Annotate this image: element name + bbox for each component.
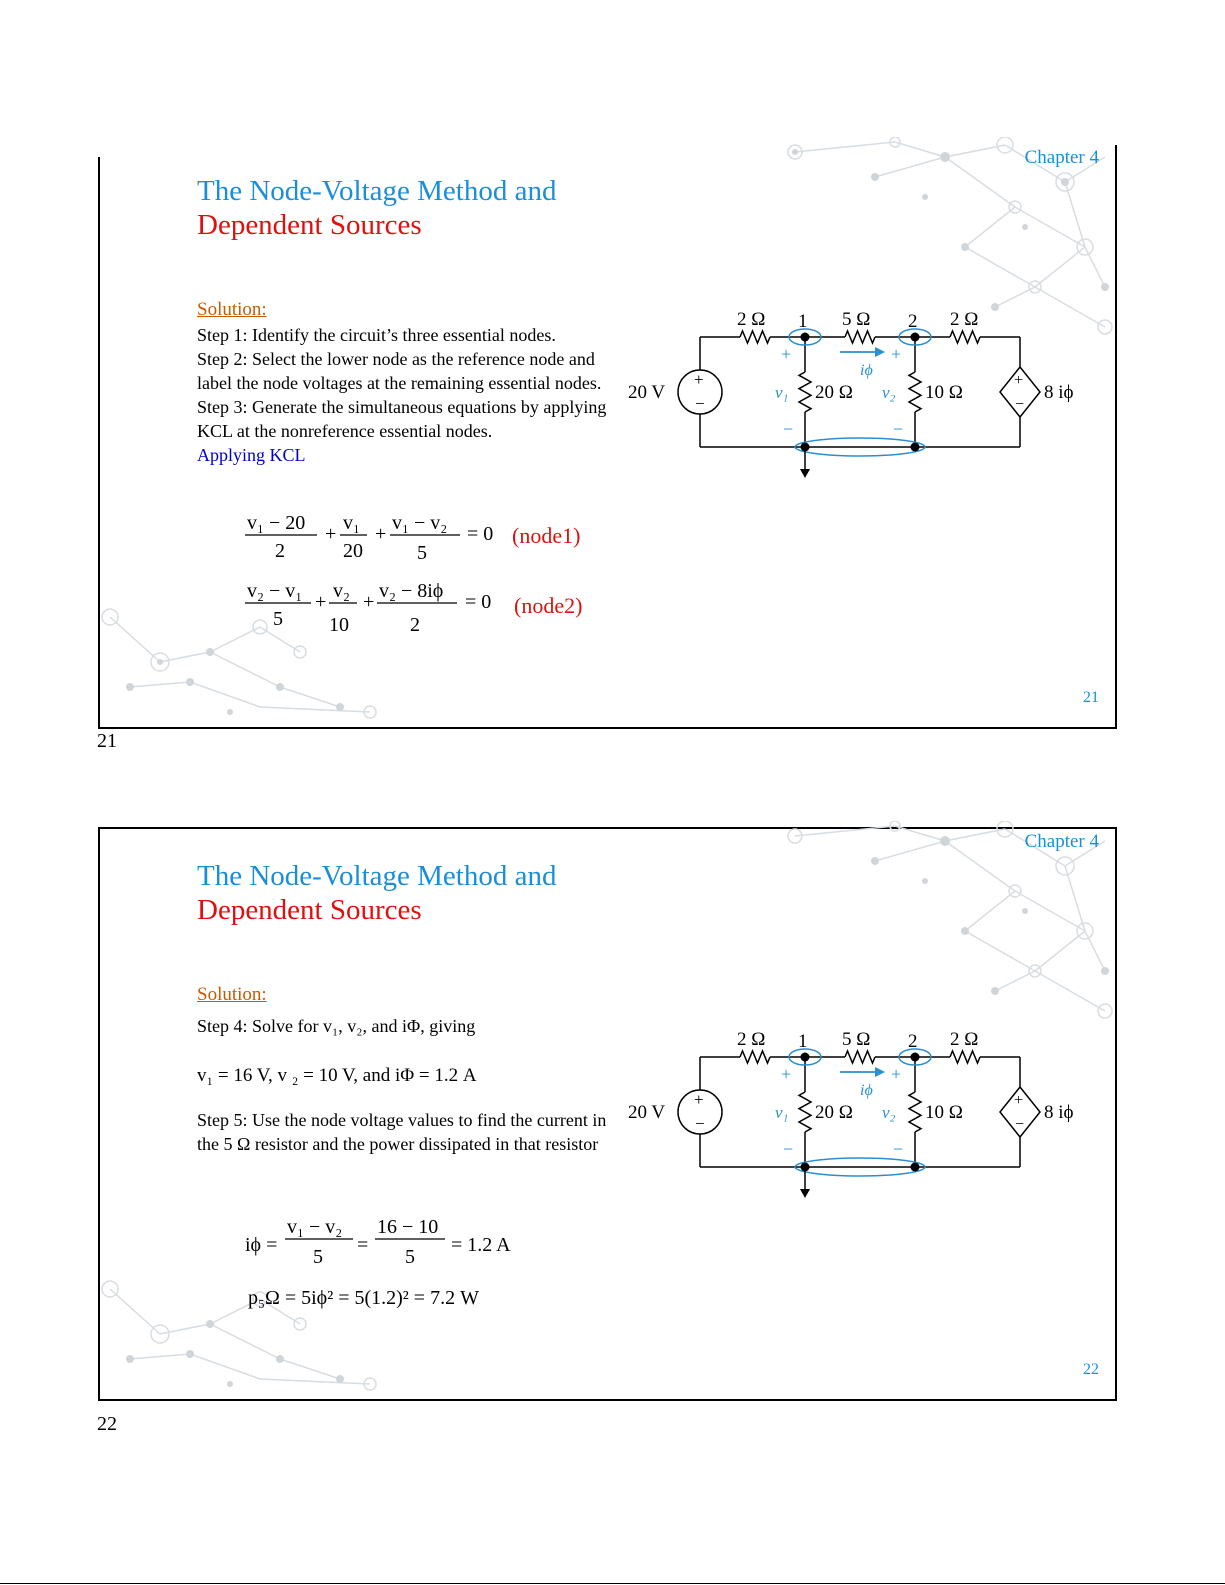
current-frac1-den: 5: [313, 1246, 323, 1268]
svg-text:10 Ω: 10 Ω: [925, 382, 963, 403]
node1-frac2-den: 20: [343, 540, 363, 562]
step-3: Step 3: Generate the simultaneous equations by applying KCL at the nonreference essential nodes.: [197, 397, 607, 441]
svg-text:2 Ω: 2 Ω: [950, 309, 979, 330]
svg-text:1: 1: [798, 311, 808, 332]
node2-frac2-num: v₂: [333, 580, 350, 602]
svg-text:−: −: [695, 1114, 705, 1133]
slide-page-number: 22: [1083, 1361, 1099, 1378]
svg-text:20 Ω: 20 Ω: [815, 382, 853, 403]
svg-text:+: +: [325, 523, 337, 545]
svg-text:20 V: 20 V: [628, 382, 666, 403]
svg-text:1: 1: [798, 1031, 808, 1052]
solution-label: Solution:: [197, 984, 267, 1005]
node1-frac2-num: v₁: [343, 512, 360, 534]
step-1: Step 1: Identify the circuit’s three essential nodes.: [197, 325, 556, 345]
svg-text:+: +: [375, 523, 387, 545]
applying-kcl-label: Applying KCL: [197, 445, 306, 465]
title-line-2: Dependent Sources: [197, 894, 422, 926]
current-frac2-num: 16 − 10: [377, 1216, 439, 1238]
slide-title: [197, 859, 556, 927]
svg-text:5 Ω: 5 Ω: [842, 309, 871, 330]
svg-text:2 Ω: 2 Ω: [737, 1029, 766, 1050]
svg-text:+: +: [1014, 1092, 1024, 1109]
node2-frac3-num: v₂ − 8iϕ: [379, 580, 444, 602]
sheet-number-22: 22: [97, 1413, 117, 1435]
node2-label: (node2): [514, 593, 583, 618]
node2-frac1-den: 5: [273, 608, 283, 630]
current-frac1-num: v₁ − v₂: [287, 1216, 343, 1238]
chapter-label: Chapter 4: [1024, 831, 1099, 852]
step-5: Step 5: Use the node voltage values to find the current in the 5 Ω resistor and the power dissipated in that resistor: [197, 1110, 607, 1154]
circuit-diagram: [620, 297, 1110, 502]
svg-text:−: −: [695, 394, 705, 413]
node1-rhs: = 0: [467, 523, 494, 545]
solution-result: v₁ = 16 V, v ₂ = 10 V, and iΦ = 1.2 A: [197, 1065, 477, 1086]
svg-text:−: −: [1015, 396, 1025, 413]
svg-text:20 Ω: 20 Ω: [815, 1102, 853, 1123]
slide-21: [98, 147, 1117, 729]
svg-text:iϕ: iϕ: [860, 1082, 873, 1099]
node2-frac3-den: 2: [410, 614, 420, 636]
svg-text:v₁: v₁: [775, 1103, 789, 1122]
node1-label: (node1): [512, 523, 581, 548]
svg-text:−: −: [1015, 1116, 1025, 1133]
svg-text:v₂: v₂: [882, 383, 896, 402]
svg-text:8 iϕ: 8 iϕ: [1044, 1102, 1074, 1123]
svg-text:5 Ω: 5 Ω: [842, 1029, 871, 1050]
solution-label: Solution:: [197, 299, 267, 320]
svg-text:+: +: [694, 370, 704, 389]
svg-text:+: +: [891, 344, 902, 364]
current-lhs: iϕ =: [245, 1234, 278, 1256]
page-bottom-rule: [0, 1583, 1225, 1584]
svg-text:10 Ω: 10 Ω: [925, 1102, 963, 1123]
svg-text:2 Ω: 2 Ω: [950, 1029, 979, 1050]
svg-text:+: +: [694, 1090, 704, 1109]
equation-power: p₅Ω = 5iϕ² = 5(1.2)² = 7.2 W: [248, 1287, 479, 1309]
steps-text: [197, 323, 617, 467]
node2-frac2-den: 10: [329, 614, 349, 636]
svg-text:2: 2: [908, 1031, 918, 1052]
node1-frac1-den: 2: [275, 540, 285, 562]
svg-text:−: −: [783, 419, 794, 439]
node1-frac3-den: 5: [417, 542, 427, 564]
title-line-1: The Node-Voltage Method and: [197, 860, 557, 892]
equation-node2: [245, 577, 515, 639]
equation-node1: [245, 509, 515, 569]
svg-text:iϕ: iϕ: [860, 362, 873, 379]
current-eq: =: [357, 1234, 369, 1256]
chapter-label: Chapter 4: [1024, 147, 1099, 168]
svg-text:2 Ω: 2 Ω: [737, 309, 766, 330]
svg-text:+: +: [781, 344, 792, 364]
sheet-number-21: 21: [97, 730, 117, 752]
step-4: Step 4: Solve for v₁, v₂, and iΦ, giving: [197, 1016, 476, 1036]
svg-text:v₂: v₂: [882, 1103, 896, 1122]
node1-frac1-num: v₁ − 20: [247, 512, 306, 534]
svg-text:+: +: [315, 591, 327, 613]
equation-current: [245, 1213, 535, 1275]
svg-text:+: +: [363, 591, 375, 613]
slide-22: [98, 827, 1117, 1401]
title-line-2: Dependent Sources: [197, 209, 422, 241]
svg-text:20 V: 20 V: [628, 1102, 666, 1123]
current-frac2-den: 5: [405, 1246, 415, 1268]
slide-page-number: 21: [1083, 689, 1099, 706]
node1-frac3-num: v₁ − v₂: [392, 512, 448, 534]
node2-frac1-num: v₂ − v₁: [247, 580, 303, 602]
step-2: Step 2: Select the lower node as the reference node and label the node voltages at the remaining essential nodes.: [197, 349, 602, 393]
svg-text:+: +: [891, 1064, 902, 1084]
svg-text:+: +: [781, 1064, 792, 1084]
circuit-diagram: [620, 1017, 1110, 1222]
svg-text:−: −: [893, 419, 904, 439]
svg-text:8 iϕ: 8 iϕ: [1044, 382, 1074, 403]
svg-text:v₁: v₁: [775, 383, 789, 402]
svg-text:2: 2: [908, 311, 918, 332]
svg-text:−: −: [783, 1139, 794, 1159]
title-line-1: The Node-Voltage Method and: [197, 175, 557, 207]
current-result: = 1.2 A: [451, 1234, 511, 1256]
slide-title: [197, 174, 556, 242]
svg-text:−: −: [893, 1139, 904, 1159]
svg-text:+: +: [1014, 372, 1024, 389]
node2-rhs: = 0: [465, 591, 492, 613]
